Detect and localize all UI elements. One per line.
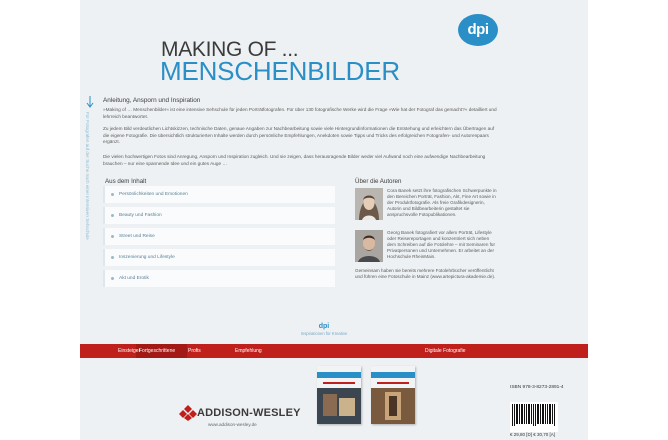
topic-item: Akt und Erotik bbox=[103, 270, 335, 287]
level-beginner: Einsteiger bbox=[118, 348, 141, 354]
barcode-icon bbox=[510, 402, 558, 432]
publisher-name: ADDISON-WESLEY bbox=[197, 407, 301, 419]
bullet-icon bbox=[111, 256, 114, 259]
intro-paragraph-2: Zu jedem Bild verdeutlichen Lichtskizzen, technische Daten, genaue Angaben zur Nachbearbeitung sowie viele Hintergrundinformationen die Entstehung und erleichtern das Übertragen auf die eigene Fotografie. Die übersichtlich strukturierten Inhalte werden durch persönliche Empfehlungen, Anekdoten sowie Tipps und Tricks des erfolgreichen Fotografen- und Autorenpaars ergänzt. bbox=[103, 126, 495, 145]
recommendation-label: Empfehlung bbox=[235, 348, 262, 354]
authors-heading: Über die Autoren bbox=[355, 178, 402, 185]
dpi-tagline: Inspirationen für Kreative bbox=[300, 331, 348, 336]
bullet-icon bbox=[111, 235, 114, 238]
dpi-logo-badge: dpi bbox=[458, 14, 498, 46]
topic-item: Inszenierung und Lifestyle bbox=[103, 249, 335, 266]
bullet-icon bbox=[111, 214, 114, 217]
contents-heading: Aus dem Inhalt bbox=[105, 178, 147, 185]
author-bio-cora: Cora Banek setzt ihre fotografischen Schwerpunkte in den Bereichen Porträt, Fashion, Akt, Fine Art sowie in der Produktfotografie. Als freie Grafikdesignerin, Autorin und Bildbearbeiterin gestaltet sie anspruchsvolle Fotopublikationen. bbox=[387, 188, 497, 217]
authors-joint-bio: Gemeinsam haben sie bereits mehrere Fotolehrbücher veröffentlicht und führen eine Fotoschule in Mainz (www.artepictura-akademie.de). bbox=[355, 268, 496, 279]
series-label: Digitale Fotografie bbox=[425, 348, 466, 354]
spine-tagline-text: Für Fotografen auf der Suche nach einer intensiven Sehschule bbox=[85, 112, 90, 240]
addison-wesley-logo-icon bbox=[179, 405, 197, 421]
recommended-book-1 bbox=[317, 366, 361, 424]
title-line-1: MAKING OF ... bbox=[161, 38, 299, 61]
topic-item: Beauty und Fashion bbox=[103, 207, 335, 224]
author-photo-georg bbox=[355, 230, 383, 262]
topic-list bbox=[103, 186, 335, 291]
intro-paragraph-3: Die vielen hochwertigen Fotos sind Anregung, Ansporn und Inspiration zugleich. Und sie zeigen, dass herausragende Bilder weder viel Aufwand noch eine aufwendige Nachbearbeitung brauchen – nur eine spannende Idee und ein gutes Auge … bbox=[103, 154, 486, 166]
topic-item: Street und Reise bbox=[103, 228, 335, 245]
author-bio-georg: Georg Banek fotografiert vor allem Porträt, Lifestyle oder Reisereportagen und konzentriert sich neben dem Schreiben auf die Fotolehre – mit Seminaren für Privatpersonen und Unternehmen. Er arbeitet an der Hochschule RheinMain. bbox=[387, 230, 496, 259]
spine-tagline bbox=[82, 112, 98, 292]
bullet-icon bbox=[111, 193, 114, 196]
author-photo-cora bbox=[355, 188, 383, 220]
recommended-book-2 bbox=[371, 366, 415, 424]
lead-heading: Anleitung, Ansporn und Inspiration bbox=[103, 97, 201, 104]
level-strip bbox=[80, 344, 588, 358]
intro-paragraph-1: »Making of … Menschenbilder« ist eine intensive Sehschule für jeden Porträtfotografen. Für über 130 fotografische Werke wird die Frage »Wie hat der Fotograf das gemacht?« detailliert und lehrreich beantwortet. bbox=[103, 107, 497, 119]
level-advanced: Fortgeschrittene bbox=[139, 348, 176, 354]
bullet-icon bbox=[111, 277, 114, 280]
arrow-down-icon bbox=[86, 96, 94, 108]
publisher-url: www.addison-wesley.de bbox=[208, 422, 257, 427]
isbn-text: ISBN 978-3-8273-2891-4 bbox=[510, 385, 564, 390]
level-pro: Profis bbox=[188, 348, 201, 354]
title-line-2: MENSCHENBILDER bbox=[160, 56, 400, 86]
topic-item: Persönlichkeiten und Emotionen bbox=[103, 186, 335, 203]
price-text: € 29,80 [D] € 30,70 [A] bbox=[510, 432, 556, 437]
dpi-small-logo: dpi bbox=[318, 323, 330, 330]
book-back-cover bbox=[80, 0, 588, 440]
